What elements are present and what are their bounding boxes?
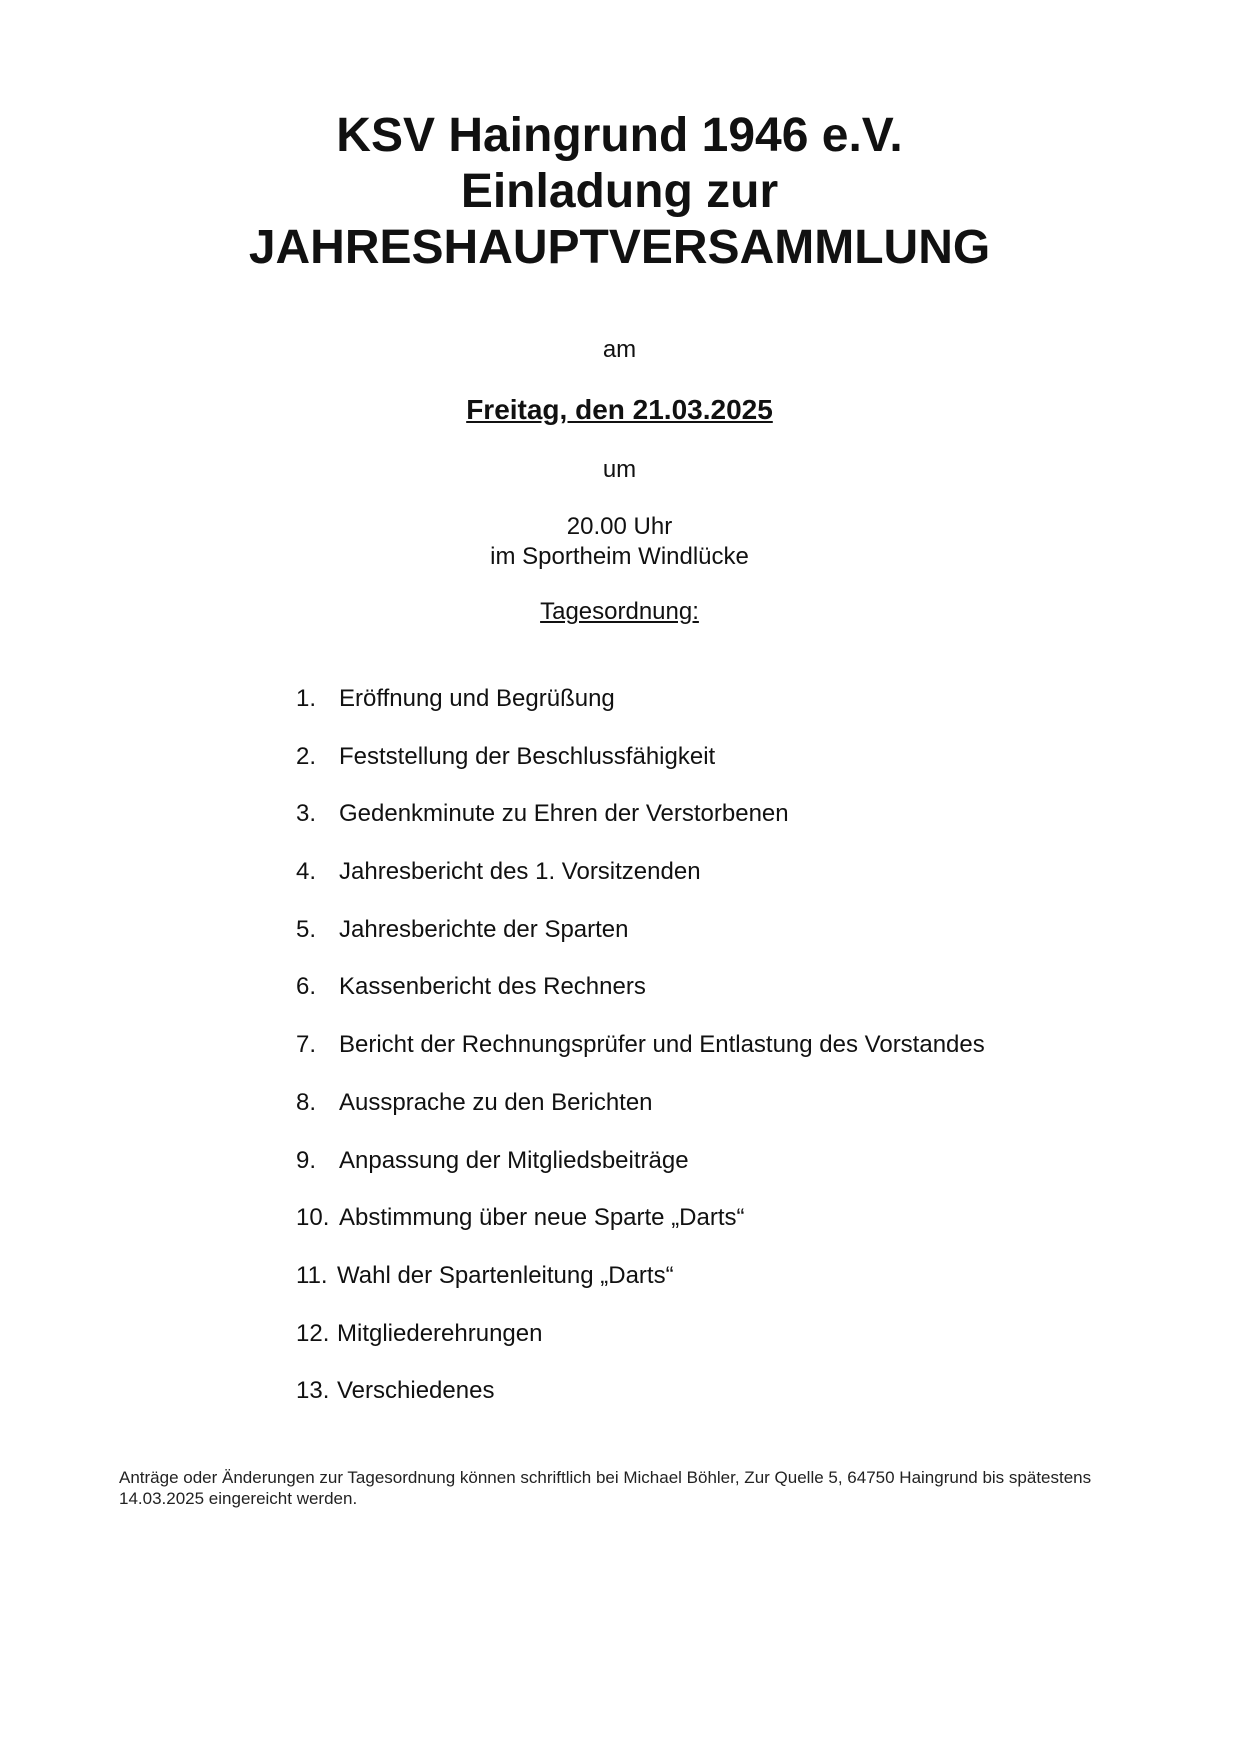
meeting-date: Freitag, den 21.03.2025 xyxy=(466,394,773,425)
item-number: 1. xyxy=(296,685,317,712)
item-text: Mitgliederehrungen xyxy=(337,1319,543,1347)
item-text: Gedenkminute zu Ehren der Verstorbenen xyxy=(339,800,789,828)
item-number: 6. xyxy=(296,973,317,1001)
item-text: Verschiedenes xyxy=(337,1377,495,1405)
meeting-type-heading: JAHRESHAUPTVERSAMMLUNG xyxy=(248,221,991,274)
item-text: Jahresberichte der Sparten xyxy=(339,915,629,943)
meeting-place: im Sportheim Windlücke xyxy=(490,543,749,570)
agenda-title: Tagesordnung: xyxy=(540,598,699,625)
am-label: am xyxy=(602,336,637,363)
item-text: Wahl der Spartenleitung „Darts“ xyxy=(337,1261,674,1289)
item-number: 7. xyxy=(296,1031,317,1059)
item-number: 8. xyxy=(296,1088,317,1116)
item-text: Jahresbericht des 1. Vorsitzenden xyxy=(339,858,701,886)
item-number: 3. xyxy=(296,800,317,828)
um-label: um xyxy=(602,456,637,483)
item-text: Anpassung der Mitgliedsbeiträge xyxy=(339,1146,689,1174)
item-text: Aussprache zu den Berichten xyxy=(339,1088,653,1116)
meeting-time: 20.00 Uhr xyxy=(566,513,673,540)
item-number: 10. xyxy=(296,1204,330,1232)
submission-note: Anträge oder Änderungen zur Tagesordnung können schriftlich bei Michael Böhler, Zur Quelle 5, 64750 Haingrund bis spätestens 14.03.2025 eingereicht werden. xyxy=(119,1468,1092,1508)
item-text: Bericht der Rechnungsprüfer und Entlastung des Vorstandes xyxy=(339,1031,985,1059)
invitation-heading: Einladung zur xyxy=(460,165,779,218)
item-text: Abstimmung über neue Sparte „Darts“ xyxy=(339,1204,745,1232)
item-text: Feststellung der Beschlussfähigkeit xyxy=(339,742,716,770)
item-number: 5. xyxy=(296,915,317,943)
item-number: 9. xyxy=(296,1146,317,1174)
item-text: Eröffnung und Begrüßung xyxy=(339,685,615,712)
item-number: 4. xyxy=(296,858,317,886)
item-text: Kassenbericht des Rechners xyxy=(339,973,646,1001)
item-number: 11. xyxy=(296,1261,328,1289)
item-number: 13. xyxy=(296,1377,330,1405)
item-number: 2. xyxy=(296,742,317,770)
item-number: 12. xyxy=(296,1319,330,1347)
club-name-heading: KSV Haingrund 1946 e.V. xyxy=(336,109,903,162)
